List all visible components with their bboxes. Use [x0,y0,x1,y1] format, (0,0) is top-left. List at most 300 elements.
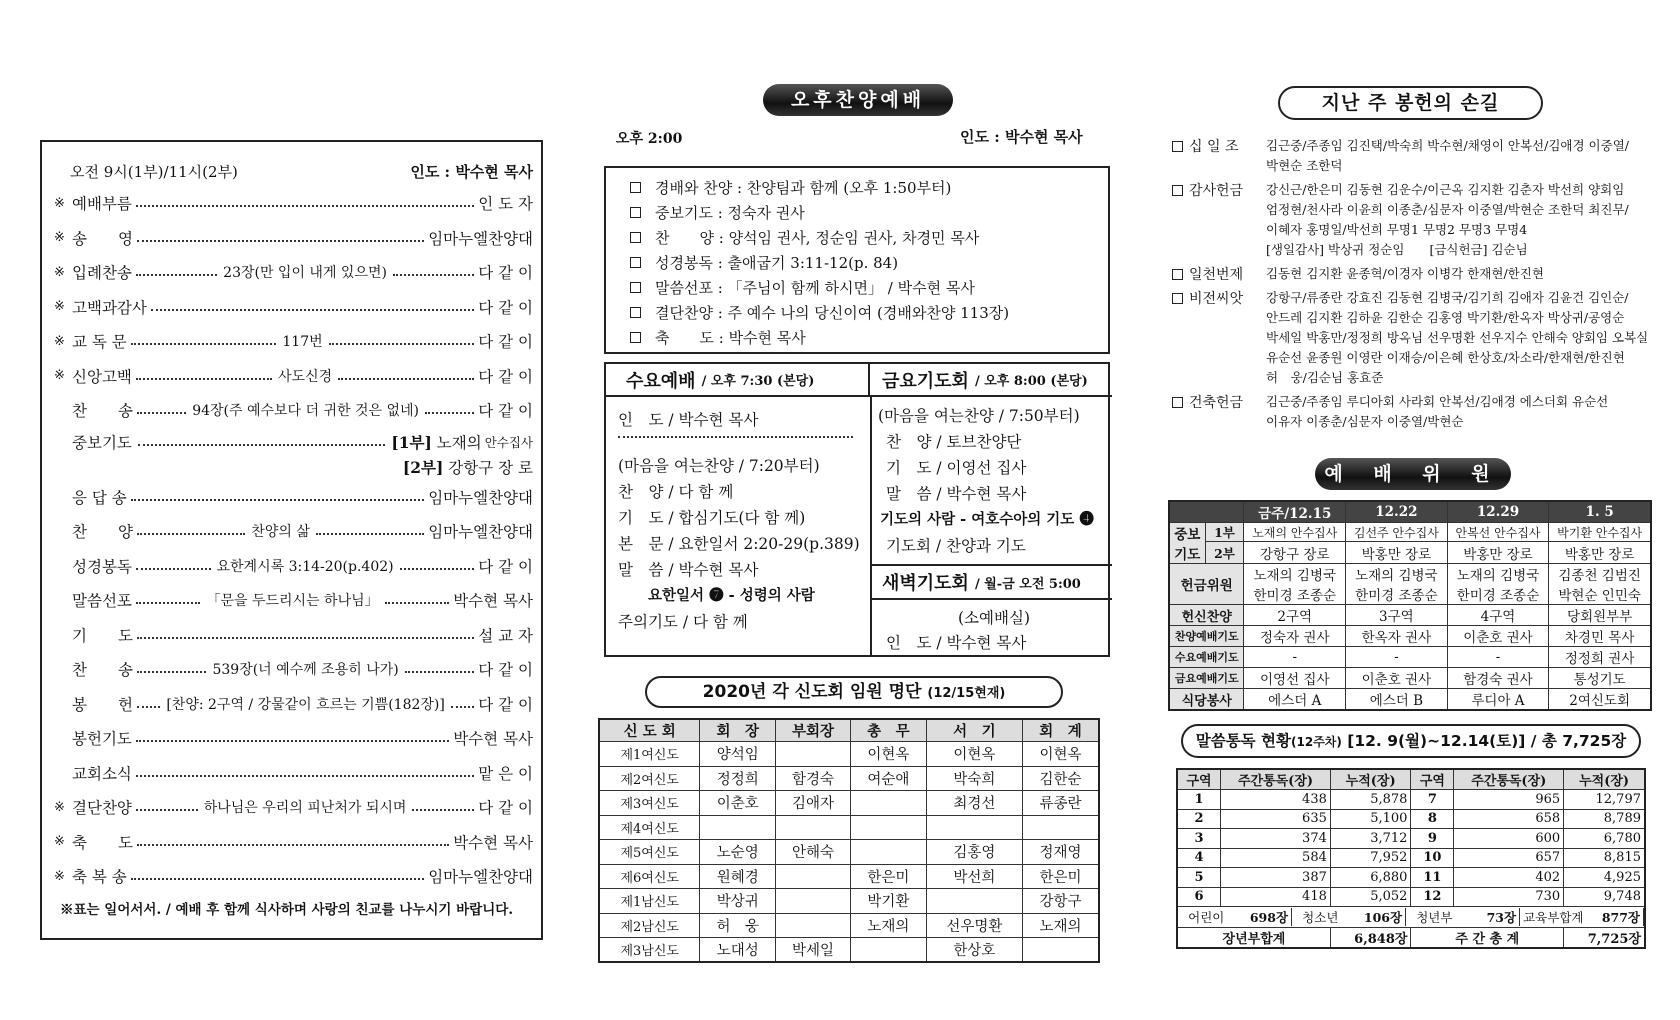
order-row [54,756,533,791]
duty-row [1169,689,1651,711]
duty-prayer-tag: 1부 [1205,523,1244,542]
duty-cell: 정숙자 권사 [1244,626,1346,647]
order-item-detail: 23장(만 입이 내게 있으면) [223,265,387,282]
reading-total-cell: 장년부합계 [1177,928,1330,949]
checkbox-icon [630,257,641,268]
officers-header-cell: 신 도 회 [599,719,700,742]
reading-cell: 8 [1411,809,1454,829]
fri-line: 찬 양 / 토브찬양단 [886,433,1022,451]
officers-cell: 이춘호 [700,791,776,816]
order-item-detail: 539장(너 예수께 조용히 나가) [212,662,399,679]
offering-line: 엄정현/천사라 이윤희 이종춘/심문자 이중열/박현순 조한덕 최진무/ [1266,202,1629,217]
reading-row [1177,790,1645,810]
stand-mark: ※ [54,195,65,211]
wed-header [606,364,870,397]
leader-dots [137,671,207,673]
officers-header-cell: 회 장 [700,719,776,742]
duty-cell: 에스더 A [1244,689,1346,711]
reading-cell: 402 [1454,868,1564,888]
reading-total-cell: 6,848장 [1330,928,1411,949]
leader-dots [137,637,474,639]
reading-summary-row [1177,907,1645,928]
offering-label-text: 건축헌금 [1189,395,1244,411]
reading-cell: 6 [1177,887,1221,907]
duty-cell-line: 박현순 인민숙 [1558,588,1641,604]
fri-time: / 오후 8:00 (본당) [974,374,1088,389]
officers-title: 2020년 각 신도회 임원 명단 [702,682,922,702]
officers-cell: 제4여신도 [599,815,700,840]
order-item-leader: 임마누엘찬양대 [428,523,533,542]
reading-cell: 5,878 [1330,790,1411,810]
duty-cell-line: 노재의 김병국 [1355,568,1438,584]
intercession-person-2: 강항구 장 로 [448,458,533,477]
duty-cell: 3구역 [1346,605,1448,626]
checkbox-icon [630,307,641,318]
duty-cell: 에스더 B [1346,689,1448,711]
order-item-name: 성경봉독 [72,557,132,576]
duty-row [1169,605,1651,626]
duty-header-cell [1169,501,1244,523]
reading-summary-item: 877장 [1586,908,1644,926]
leader-dots [136,775,474,777]
duty-header-cell: 금주/12.15 [1244,501,1346,523]
order-row [54,790,533,825]
reading-total-row [1177,928,1645,949]
order-row [54,687,533,722]
duty-header-row [1169,501,1651,523]
fri-line: 기도의 사람 - 여호수아의 기도 ❹ [880,511,1094,528]
reading-cell: 9,748 [1564,887,1645,907]
reading-cell: 600 [1454,829,1564,849]
offering-label [1172,136,1266,176]
leader-dots [137,533,245,535]
reading-row [1177,848,1645,868]
order-item-detail: 하나님은 우리의 피난처가 되시며 [203,800,407,817]
order-item-name: 입례찬송 [72,264,132,283]
offering-group [1172,288,1652,388]
order-item-leader: 설 교 자 [478,626,533,645]
afternoon-item-text: 찬 양 : 양석임 권사, 정순임 권사, 차경민 목사 [655,229,980,247]
dawn-lead: 인 도 / 박수현 목사 [886,634,1027,652]
reading-row [1177,809,1645,829]
stand-mark: ※ [54,368,65,384]
officers-cell: 원혜경 [700,864,776,889]
officers-cell: 김애자 [776,791,851,816]
leader-dots [329,343,475,345]
order-item-leader: 다 같 이 [478,402,534,421]
reading-cell: 6,880 [1330,868,1411,888]
officers-cell [851,791,927,816]
checkbox-icon [1172,269,1183,280]
reading-cell: 4 [1177,848,1221,868]
duty-cell: 김선주 안수집사 [1346,523,1448,542]
duty-header-cell: 12.29 [1447,501,1549,523]
dawn-title: 새벽기도회 [882,573,969,594]
reading-header-cell: 주간통독(장) [1454,769,1564,790]
order-item-name: 예배부름 [72,195,132,214]
order-item-leader: 박수현 목사 [453,730,533,749]
morning-time: 오전 9시(1부)/11시(2부) [70,162,238,181]
duty-cell: - [1447,647,1549,668]
leader-dots [131,343,277,345]
officers-cell [851,815,927,840]
officers-row [599,864,1099,889]
stand-mark: ※ [54,230,65,246]
offering-title: 지난 주 봉헌의 손길 [1278,86,1543,120]
officers-cell: 제5여신도 [599,840,700,865]
order-item-leader: 다 같 이 [478,799,533,818]
afternoon-time: 오후 2:00 [616,131,683,147]
officers-cell: 류종란 [1023,791,1100,816]
reading-cell: 3,712 [1330,829,1411,849]
fri-title: 금요기도회 [882,370,969,392]
reading-cell: 5,100 [1330,809,1411,829]
officers-cell [926,889,1022,914]
order-row [54,393,533,428]
offering-line: 김근중/주종임 루디아회 사라회 안복선/김애경 에스더회 유순선 [1266,394,1609,409]
dotted-separator [618,436,853,438]
order-item-leader: 다 같 이 [478,264,533,283]
order-item-name: 신앙고백 [72,367,132,386]
afternoon-lead: 인도 : 박수현 목사 [960,128,1083,146]
order-item-name: 축 도 [72,833,133,852]
offering-line: 박세일 박홍만/정정희 방옥님 선우명환 선우지수 안해숙 양회임 오복실 [1266,330,1649,345]
duty-cell [1549,564,1651,605]
officers-header-cell: 부회장 [776,719,851,742]
duty-cell: 4구역 [1447,605,1549,626]
duty-row [1169,647,1651,668]
duty-cell: 이영선 집사 [1244,668,1346,689]
wed-line: 주의기도 / 다 함 께 [618,613,748,631]
leader-dots [400,568,475,570]
afternoon-item [626,175,1108,200]
duty-cell: 박기환 안수집사 [1549,523,1651,542]
afternoon-item-text: 축 도 : 박수현 목사 [655,329,806,347]
duty-row-label: 헌신찬양 [1169,605,1244,626]
order-row [54,514,533,549]
order-item-name: 말씀선포 [72,592,132,611]
order-item-detail: 94장(주 예수보다 더 귀한 것은 없네) [192,403,419,420]
leader-dots [412,809,474,811]
order-row [54,324,533,359]
leader-dots [136,378,272,380]
duty-header-cell: 1. 5 [1549,501,1651,523]
reading-cell: 635 [1221,809,1331,829]
order-list-2 [54,480,533,894]
order-list-1 [54,186,533,428]
officers-cell: 한은미 [1023,864,1100,889]
order-item-name: 고백과감사 [72,298,147,317]
duty-cell [1447,564,1549,605]
reading-cell: 2 [1177,809,1221,829]
officers-cell: 선우명환 [926,913,1022,938]
checkbox-icon [630,282,641,293]
stand-mark: ※ [54,333,65,349]
officers-row [599,766,1099,791]
duty-cell [1346,564,1448,605]
reading-cell: 9 [1411,829,1454,849]
reading-summary-item: 어린이 [1188,910,1225,925]
leader-dots [405,671,475,673]
wed-line: 본 문 / 요한일서 2:20-29(p.389) [618,535,860,553]
offering-line: [생일감사] 박상귀 정순임 [금식헌금] 김순님 [1266,242,1528,257]
reading-table [1176,768,1646,949]
leader-dots [137,706,160,708]
order-row [54,652,533,687]
reading-cell: 7,952 [1330,848,1411,868]
wed-lines [618,408,863,636]
offering-names [1266,136,1629,176]
offering-label-text: 감사헌금 [1189,183,1244,199]
duty-cell: 당회원부부 [1549,605,1651,626]
fri-line: 말 씀 / 박수현 목사 [886,485,1027,503]
officers-cell: 노대성 [700,938,776,963]
afternoon-item [626,325,1108,350]
offering-line: 김동현 김지환 윤종혁/이경자 이병각 한재현/한진현 [1266,266,1544,281]
offering-line: 박현순 조한덕 [1266,158,1343,173]
offering-line: 김근중/주종임 김진택/박숙희 박수현/채영이 안복선/김애경 이중열/ [1266,138,1629,153]
reading-row [1177,887,1645,907]
reading-cell: 965 [1454,790,1564,810]
reading-cell: 7 [1411,790,1454,810]
officers-cell: 최경선 [926,791,1022,816]
officers-cell: 이현옥 [1023,742,1100,767]
offering-group [1172,392,1652,432]
order-row [54,583,533,618]
duty-cell: - [1346,647,1448,668]
duty-row-label: 식당봉사 [1169,689,1244,711]
reading-cell: 5 [1177,868,1221,888]
afternoon-item [626,300,1108,325]
afternoon-item [626,250,1108,275]
offering-group [1172,180,1652,260]
offering-label [1172,264,1266,284]
leader-dots [136,274,217,276]
duty-cell-line: 노재의 김병국 [1456,568,1540,584]
wed-line: 말 씀 / 박수현 목사 [618,561,759,579]
officers-cell [776,889,851,914]
dawn-header [870,564,1112,600]
officers-cell: 강항구 [1023,889,1100,914]
offering-line: 이유자 이종춘/심문자 이중열/박현순 [1266,414,1464,429]
order-item-leader: 박수현 목사 [453,833,533,852]
officers-cell [926,815,1022,840]
order-item-name: 축 복 송 [72,868,127,887]
leader-dots [137,240,424,242]
order-item-leader: 임마누엘찬양대 [428,488,533,507]
leader-dots [136,205,474,207]
reading-cell: 11 [1411,868,1454,888]
stand-mark: ※ [54,264,65,280]
order-row [54,221,533,256]
reading-summary-item: 청년부 [1416,910,1453,925]
reading-summary-cell [1177,907,1645,928]
checkbox-icon [1172,293,1183,304]
reading-header-cell: 누적(장) [1330,769,1411,790]
duty-cell: 노재의 안수집사 [1244,523,1346,542]
officers-header-cell: 총 무 [851,719,927,742]
order-item-leader: 다 같 이 [478,661,534,680]
reading-header-cell: 구역 [1411,769,1454,790]
duty-prayer-label-2: 기도 [1174,547,1201,563]
order-item-leader: 다 같 이 [478,695,534,714]
order-row [54,186,533,221]
reading-cell: 8,789 [1564,809,1645,829]
reading-summary-item: 교육부합계 [1523,910,1584,925]
order-item-detail: 「문을 두드리시는 하나님」 [206,593,379,610]
checkbox-icon [1172,141,1183,152]
officers-cell: 박선희 [926,864,1022,889]
wed-time: / 오후 7:30 (본당) [701,374,815,389]
checkbox-icon [630,232,641,243]
wed-line: 인 도 / 박수현 목사 [618,411,759,429]
officers-row [599,791,1099,816]
officers-subtitle: (12/15현재) [927,686,1006,701]
reading-total-cell: 주 간 총 계 [1411,928,1564,949]
duty-cell: 한옥자 권사 [1346,626,1448,647]
order-item-name: 교 독 문 [72,333,127,352]
fri-header [870,364,1112,397]
order-item-leader: 다 같 이 [478,333,533,352]
officers-cell: 노순영 [700,840,776,865]
order-item-leader: 다 같 이 [478,557,533,576]
leader-dots [131,878,424,880]
officers-cell [776,913,851,938]
leader-dots [338,378,474,380]
order-item-leader: 맡 은 이 [478,764,533,783]
duty-cell: 통성기도 [1549,668,1651,689]
duty-cell: 박홍만 장로 [1447,542,1549,564]
reading-cell: 10 [1411,848,1454,868]
fri-lines [878,404,1110,560]
duty-header-cell: 12.22 [1346,501,1448,523]
leader-dots [393,274,474,276]
officers-row [599,913,1099,938]
order-item-name: 찬 양 [72,523,133,542]
reading-title: 말씀통독 현황 [1195,732,1292,750]
duty-cell: 박홍만 장로 [1346,542,1448,564]
order-item-leader: 임마누엘찬양대 [428,229,533,248]
reading-cell: 418 [1221,887,1331,907]
duty-cell: 이춘호 권사 [1447,626,1549,647]
officers-cell [1023,815,1100,840]
reading-week: (12주차) [1291,735,1342,749]
duty-row-label: 수요예배기도 [1169,647,1244,668]
duty-row [1169,668,1651,689]
order-item-detail: 사도신경 [278,368,333,385]
officers-cell: 양석임 [700,742,776,767]
checkbox-icon [630,332,641,343]
duty-cell: 정정희 권사 [1549,647,1651,668]
offering-names [1266,264,1544,284]
reading-cell: 3 [1177,829,1221,849]
order-item-leader: 다 같 이 [478,367,534,386]
officers-cell [1023,938,1100,963]
order-row [54,549,533,584]
officers-row [599,938,1099,963]
officers-cell [776,864,851,889]
offering-label [1172,392,1266,432]
officers-cell: 함경숙 [776,766,851,791]
officers-cell: 제3남신도 [599,938,700,963]
reading-cell: 4,925 [1564,868,1645,888]
afternoon-item-text: 말씀선포 : 「주님이 함께 하시면」 / 박수현 목사 [655,279,975,297]
officers-cell: 이현옥 [851,742,927,767]
offering-line: 허 웅/김순님 홍효준 [1266,370,1384,385]
duty-cell: 2구역 [1244,605,1346,626]
checkbox-icon [630,207,641,218]
reading-header-cell: 구역 [1177,769,1221,790]
duty-prayer-row [1169,523,1651,542]
fri-line: 기 도 / 이영선 집사 [886,459,1027,477]
leader-dots [425,412,474,414]
wed-line: 기 도 / 합심기도(다 함 께) [618,509,806,527]
reading-range: [12. 9(월)~12.14(토)] / 총 7,725장 [1347,732,1627,750]
officers-cell: 안해숙 [776,840,851,865]
reading-cell: 657 [1454,848,1564,868]
fri-line: 기도회 / 찬양과 기도 [886,537,1026,555]
officers-title-pill [645,676,1063,708]
duty-prayer-tag: 2부 [1205,542,1244,564]
duty-title: 예 배 위 원 [1315,458,1511,490]
officers-cell: 제1남신도 [599,889,700,914]
order-item-name: 교회소식 [72,764,132,783]
officers-cell: 박숙희 [926,766,1022,791]
reading-cell: 1 [1177,790,1221,810]
weekday-services-box [604,362,1110,657]
intercession-role-1: 안수집사 [484,434,533,450]
officers-cell: 정정희 [700,766,776,791]
officers-cell: 정재영 [1023,840,1100,865]
duty-cell-line: 김종천 김범진 [1558,568,1641,584]
offering-list [1172,136,1652,436]
duty-cell-line: 한미경 조종순 [1355,588,1438,604]
duty-cell: 이춘호 권사 [1346,668,1448,689]
intercession-row [54,428,533,480]
duty-cell: 함경숙 권사 [1447,668,1549,689]
order-item-name: 송 영 [72,229,133,248]
leader-dots [136,568,211,570]
duty-prayer-row [1169,542,1651,564]
order-item-detail: 찬양의 삶 [251,524,310,541]
officers-cell: 박상귀 [700,889,776,914]
duty-cell: 루디아 A [1447,689,1549,711]
order-item-detail: [찬양: 2구역 / 강물같이 흐르는 기쁨(182장)] [166,696,445,713]
officers-row [599,742,1099,767]
officers-cell [776,815,851,840]
afternoon-item [626,225,1108,250]
stand-mark: ※ [54,834,65,850]
officers-cell: 한은미 [851,864,927,889]
officers-cell: 이현옥 [926,742,1022,767]
reading-header-cell: 주간통독(장) [1221,769,1331,790]
wed-title: 수요예배 [626,370,696,392]
order-row [54,480,533,515]
duty-cell-line: 노재의 김병국 [1253,568,1337,584]
reading-cell: 5,052 [1330,887,1411,907]
officers-cell [851,938,927,963]
reading-summary-strip [1178,907,1644,927]
order-item-name: 찬 송 [72,402,133,421]
reading-cell: 730 [1454,887,1564,907]
officers-cell: 박기환 [851,889,927,914]
offering-label-text: 십 일 조 [1189,139,1239,155]
officers-row [599,889,1099,914]
duty-cell: 2여신도회 [1549,689,1651,711]
order-row [54,721,533,756]
leader-dots [136,740,449,742]
order-row [54,859,533,894]
